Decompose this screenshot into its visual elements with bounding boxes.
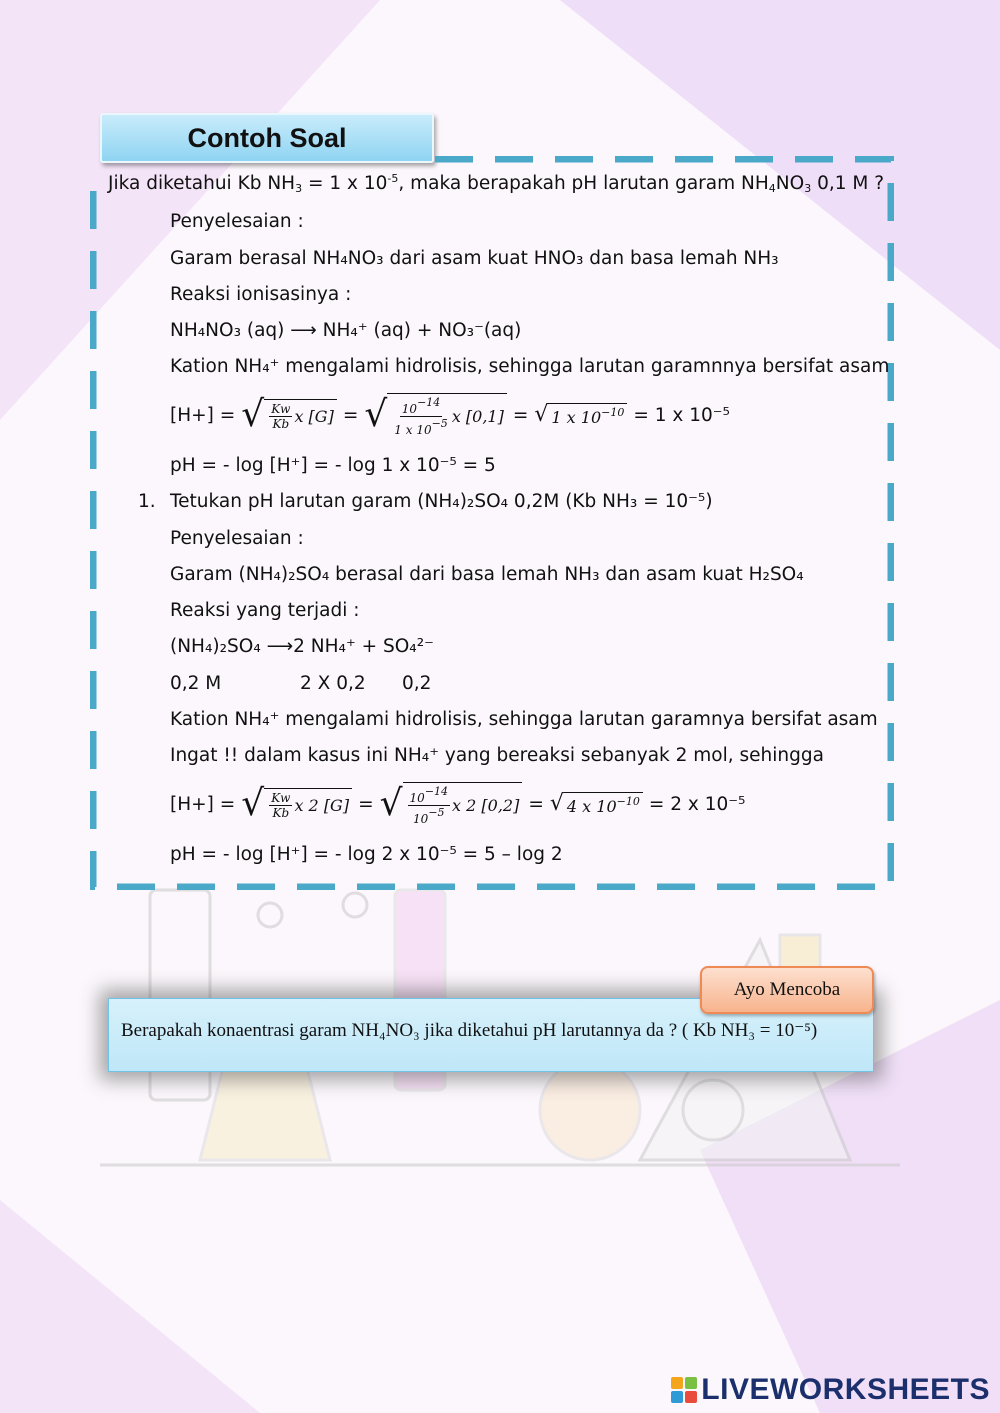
section-title-text: Contoh Soal	[187, 122, 347, 153]
example1-reaksi-label: Reaksi ionisasinya :	[170, 284, 352, 305]
example2-reaksi-label: Reaksi yang terjadi :	[170, 600, 360, 621]
example2-reaksi: (NH₄)₂SO₄ ⟶2 NH₄⁺ + SO₄²⁻	[170, 636, 434, 657]
example2-question: Tetukan pH larutan garam (NH₄)₂SO₄ 0,2M (Kb NH₃ = 10⁻⁵)	[170, 491, 713, 512]
example1-ph: pH = - log [H⁺] = - log 1 x 10⁻⁵ = 5	[170, 455, 496, 476]
formula-sqrt: √ $\frac{10^{-14}}{1 x 10^{-5}}$ x [0,1]	[364, 393, 507, 437]
ayo-mencoba-badge	[700, 966, 874, 1014]
ayo-mencoba-label: Ayo Mencoba	[733, 979, 841, 1000]
example1-question: Jika diketahui Kb $NH_3 = 1$ x $10^{-5}$, maka berapakah pH larutan garam $NH_4NO_3$ 0,1 M ?	[108, 172, 885, 195]
example2-conc2: 2 X 0,2	[300, 673, 366, 694]
example1-kation: Kation NH₄⁺ mengalami hidrolisis, sehingga larutan garamnnya bersifat asam	[170, 356, 890, 377]
example1-penyelesaian: Penyelesaian :	[170, 211, 304, 232]
formula-sqrt: √ $\frac{Kw}{Kb}$ x 2 [G]	[241, 786, 352, 822]
formula-sqrt: √ 4 x $10^{-10}$	[550, 792, 643, 816]
example1-garam-line: Garam berasal NH₄NO₃ dari asam kuat HNO₃ dan basa lemah NH₃	[170, 248, 779, 269]
example2-conc3: 0,2	[402, 673, 432, 694]
example2-garam-line: Garam (NH₄)₂SO₄ berasal dari basa lemah NH₃ dan asam kuat H₂SO₄	[170, 564, 804, 585]
liveworksheets-logo	[671, 1373, 990, 1407]
example2-conc1: 0,2 M	[170, 673, 222, 694]
example1-reaksi: NH₄NO₃ (aq) ⟶ NH₄⁺ (aq) + NO₃⁻(aq)	[170, 320, 522, 341]
example2-number: 1.	[138, 491, 156, 512]
example2-ingat: Ingat !! dalam kasus ini NH₄⁺ yang bereaksi sebanyak 2 mol, sehingga	[170, 745, 824, 766]
ayo-mencoba-question: Berapakah konaentrasi garam NH₄NO₃ jika diketahui pH larutannya da ? ( Kb NH₃ = 10⁻⁵)	[121, 1020, 818, 1041]
example2-ph: pH = - log [H⁺] = - log 2 x 10⁻⁵ = 5 – log 2	[170, 844, 563, 865]
example2-kation: Kation NH₄⁺ mengalami hidrolisis, sehingga larutan garamnya bersifat asam	[170, 709, 878, 730]
formula-sqrt: √ $\frac{10^{-14}}{10^{-5}}$ x 2 [0,2]	[380, 782, 523, 826]
example2-penyelesaian: Penyelesaian :	[170, 528, 304, 549]
example1-h-formula: [H+] = √ $\frac{Kw}{Kb}$ x [G] = √ $\frac{10^{-14}}{1 x 10^{-5}}$ x [0,1] = √ 1 x $10^{-10}$ = 1 x 10⁻⁵	[170, 394, 730, 437]
formula-sqrt: √ 1 x $10^{-10}$	[534, 403, 627, 427]
formula-sqrt: √ $\frac{Kw}{Kb}$ x [G]	[241, 397, 337, 433]
liveworksheets-logo-text: LIVEWORKSHEETS	[701, 1373, 990, 1406]
example2-h-formula: [H+] = √ $\frac{Kw}{Kb}$ x 2 [G] = √ $\frac{10^{-14}}{10^{-5}}$ x 2 [0,2] = √ 4 x $10^{-10}$ = 2 x 10⁻⁵	[170, 783, 746, 826]
liveworksheets-logo-icon	[671, 1377, 697, 1403]
